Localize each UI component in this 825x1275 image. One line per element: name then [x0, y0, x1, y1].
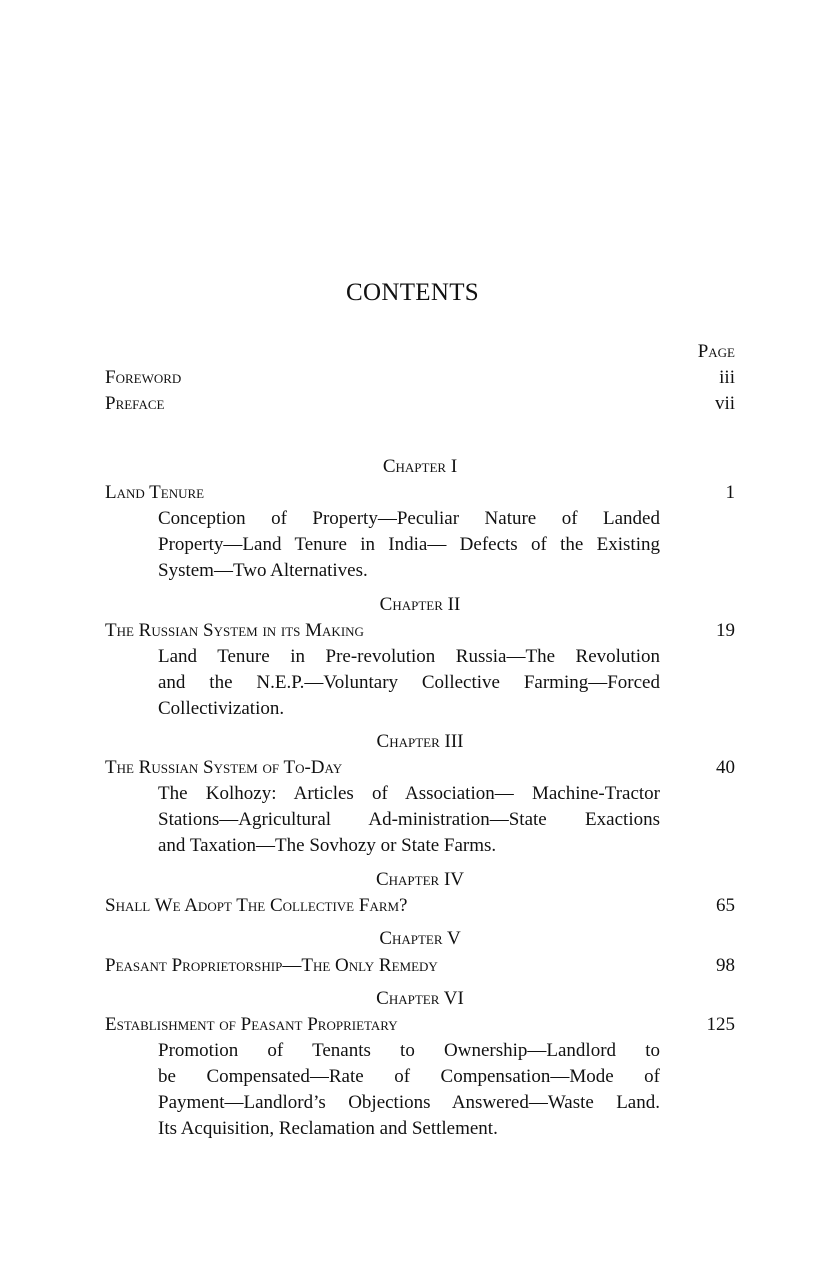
toc-entry-label: Shall We Adopt The Collective Farm? — [105, 895, 408, 916]
description-line: be Compensated—Rate of Compensation—Mode of — [158, 1066, 660, 1087]
toc-entry-chapter-2[interactable] — [105, 618, 735, 644]
page-column-heading: Page — [697, 341, 735, 362]
toc-entry-page: 1 — [725, 482, 735, 503]
chapter-heading: Chapter III — [376, 731, 464, 752]
description-line: The Kolhozy: Articles of Association— Machine-Tractor — [158, 783, 660, 804]
chapter-description — [158, 506, 660, 584]
page-title: CONTENTS — [346, 279, 479, 306]
toc-entry-chapter-1[interactable] — [105, 480, 735, 506]
toc-entry-chapter-3[interactable] — [105, 755, 735, 781]
toc-entry-page: 125 — [706, 1014, 735, 1035]
toc-entry-label: Foreword — [105, 367, 182, 388]
toc-entry-foreword[interactable] — [105, 365, 735, 391]
description-line: Payment—Landlord’s Objections Answered—Waste Land. — [158, 1092, 660, 1113]
toc-entry-page: 98 — [716, 955, 735, 976]
toc-entry-page: 40 — [716, 757, 735, 778]
toc-entry-chapter-4[interactable] — [105, 893, 735, 919]
description-line: Its Acquisition, Reclamation and Settlement. — [158, 1118, 498, 1139]
description-line: and the N.E.P.—Voluntary Collective Farming—Forced — [158, 672, 660, 693]
chapter-description — [158, 781, 660, 859]
chapter-heading: Chapter IV — [375, 869, 465, 890]
description-line: Property—Land Tenure in India— Defects of the Existing — [158, 534, 660, 555]
description-line: Land Tenure in Pre-revolution Russia—The Revolution — [158, 646, 660, 667]
toc-entry-label: Land Tenure — [105, 482, 205, 503]
description-line: Promotion of Tenants to Ownership—Landlord to — [158, 1040, 660, 1061]
chapter-heading: Chapter VI — [376, 988, 464, 1009]
toc-entry-label: Preface — [105, 393, 165, 414]
toc-entry-chapter-6[interactable] — [105, 1012, 735, 1038]
chapter-description — [158, 1038, 660, 1142]
chapter-heading: Chapter V — [379, 928, 461, 949]
toc-entry-page: iii — [719, 367, 735, 388]
toc-entry-page: 65 — [716, 895, 735, 916]
chapter-heading: Chapter I — [382, 456, 458, 477]
toc-entry-label: The Russian System of To-Day — [105, 757, 343, 778]
chapter-heading: Chapter II — [379, 594, 461, 615]
description-line: Collectivization. — [158, 698, 285, 719]
toc-entry-label: Establishment of Peasant Proprietary — [105, 1014, 398, 1035]
description-line: System—Two Alternatives. — [158, 560, 368, 581]
description-line: and Taxation—The Sovhozy or State Farms. — [158, 835, 497, 856]
toc-entry-label: Peasant Proprietorship—The Only Remedy — [105, 955, 438, 976]
description-line: Stations—Agricultural Ad-ministration—State Exactions — [158, 809, 660, 830]
chapter-description — [158, 644, 660, 722]
toc-entry-label: The Russian System in its Making — [105, 620, 364, 641]
toc-entry-chapter-5[interactable] — [105, 953, 735, 979]
toc-entry-page: vii — [714, 393, 735, 414]
toc-entry-page: 19 — [716, 620, 735, 641]
toc-entry-preface[interactable] — [105, 391, 735, 417]
description-line: Conception of Property—Peculiar Nature of Landed — [158, 508, 660, 529]
